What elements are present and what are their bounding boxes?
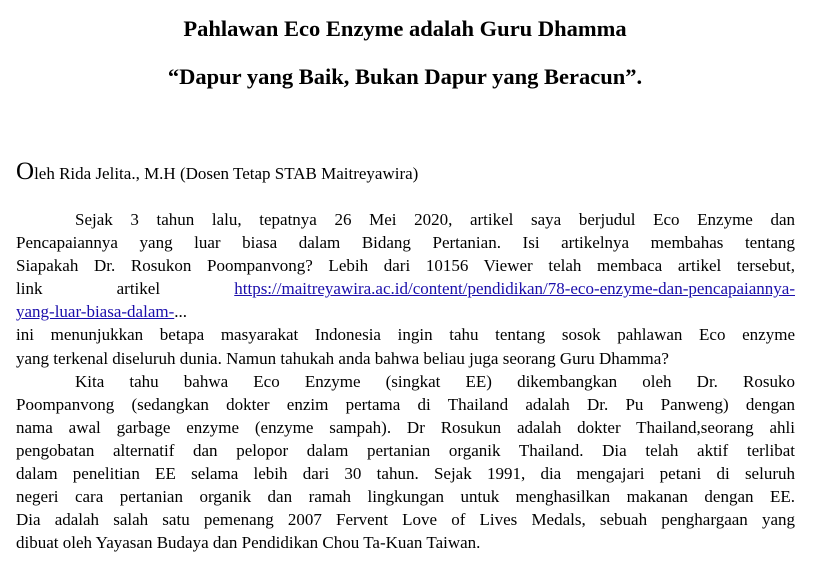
- document-title-line-1: Pahlawan Eco Enzyme adalah Guru Dhamma: [183, 16, 627, 41]
- paragraph-3-line-6: negeri cara pertanian organik dan ramah lingkungan untuk menghasilkan makanan dengan EE.: [16, 487, 795, 507]
- paragraph-3-line-5: dalam penelitian EE selama lebih dari 30 tahun. Sejak 1991, dia mengajari petani di seluruh: [16, 464, 795, 484]
- paragraph-3-line-4: pengobatan alternatif dan pelopor dalam pertanian organik Thailand. Dia telah aktif terlibat: [16, 440, 795, 460]
- ellipsis-text: ...: [174, 302, 187, 322]
- article-link-continuation[interactable]: yang-luar-biasa-dalam-: [16, 302, 175, 322]
- paragraph-1-line-3: Siapakah Dr. Rosukon Poompanvong? Lebih dari 10156 Viewer telah membaca artikel tersebut,: [16, 256, 795, 276]
- paragraph-3-line-7: Dia adalah salah satu pemenang 2007 Fervent Love of Lives Medals, sebuah penghargaan yang: [16, 510, 795, 530]
- paragraph-1-line-2: Pencapaiannya yang luar biasa dalam Bidang Pertanian. Isi artikelnya membahas tentang: [16, 233, 795, 253]
- paragraph-3-line-8: dibuat oleh Yayasan Budaya dan Pendidikan Chou Ta-Kuan Taiwan.: [16, 533, 481, 553]
- paragraph-3-line-1: Kita tahu bahwa Eco Enzyme (singkat EE) dikembangkan oleh Dr. Rosuko: [75, 371, 795, 391]
- paragraph-3-line-2: Poompanvong (sedangkan dokter enzim pertama di Thailand adalah Dr. Pu Panweng) dengan: [16, 394, 795, 414]
- paragraph-3-line-3: nama awal garbage enzyme (enzyme sampah). Dr Rosukun adalah dokter Thailand,seorang ahli: [16, 417, 795, 437]
- paragraph-1-line-5: [16, 300, 795, 323]
- article-link[interactable]: https://maitreyawira.ac.id/content/pendidikan/78-eco-enzyme-dan-pencapaiannya-: [234, 279, 795, 299]
- paragraph-1-line-4: [16, 277, 795, 300]
- document-title-line-2: “Dapur yang Baik, Bukan Dapur yang Beracun”.: [167, 64, 643, 89]
- paragraph-1-line-1: Sejak 3 tahun lalu, tepatnya 26 Mei 2020, artikel saya berjudul Eco Enzyme dan: [75, 210, 795, 229]
- paragraph-2-line-2: yang terkenal diseluruh dunia. Namun tahukah anda bahwa beliau juga seorang Guru Dhamma?: [16, 348, 669, 368]
- article-body: [16, 208, 795, 554]
- author-line: [16, 157, 418, 189]
- author-initial: O: [16, 158, 35, 185]
- author-text: leh Rida Jelita., M.H (Dosen Tetap STAB Maitreyawira): [34, 164, 419, 183]
- link-prefix-text: link artikel: [16, 279, 161, 299]
- paragraph-2-line-1: ini menunjukkan betapa masyarakat Indonesia ingin tahu tentang sosok pahlawan Eco enzyme: [16, 325, 795, 345]
